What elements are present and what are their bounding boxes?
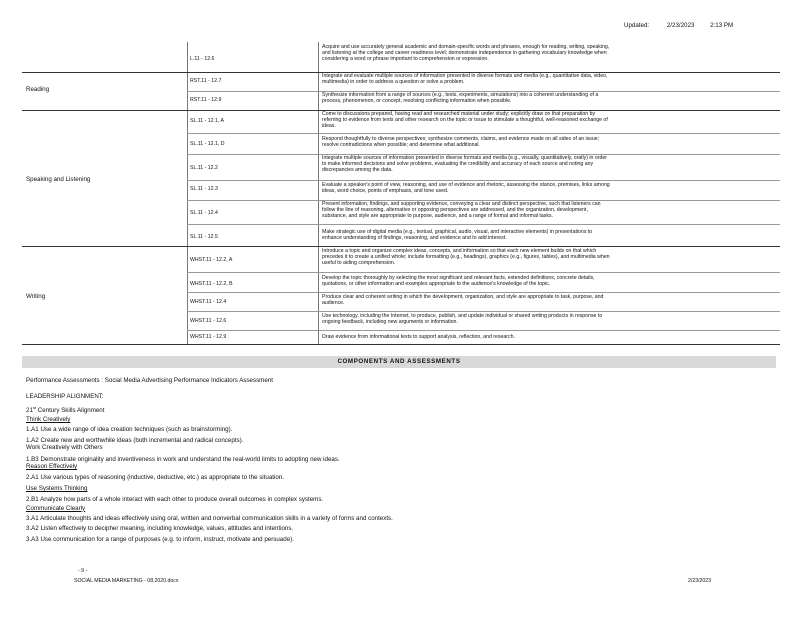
standard-code: SL.11 - 12.2 [190, 165, 218, 171]
skill-item: 1.A1 Use a wide range of idea creation techniques (such as brainstorming). [26, 426, 233, 434]
strand-speaking-listening: Speaking and Listening [26, 176, 91, 183]
skill-item: 2.A1 Use various types of reasoning (inductive, deductive, etc.) as appropriate to the situation. [26, 474, 284, 482]
standard-code: WHST.11 - 12.2, B [190, 281, 233, 287]
row-line [187, 180, 780, 181]
row-line [187, 330, 780, 331]
page-number: - 9 - [78, 568, 88, 574]
standard-text: Come to discussions prepared, having read and researched material under study; explicitly draw on that preparation by referring to evidence from texts and other research on the topic or issue to stimulate a thoughtful, well-reasoned exchange of ideas. [322, 111, 608, 130]
updated-label: Updated: [624, 22, 650, 29]
skill-item: 1.B3 Demonstrate originality and inventiveness in work and understand the real-world limits to adopting new ideas. [26, 455, 340, 463]
strand-writing: Writing [26, 293, 46, 300]
updated-stamp [624, 22, 733, 29]
standard-text: Present information, findings, and supporting evidence, conveying a clear and distinct perspective, such that listeners can follow the line of reasoning, alternative or opposing perspectives are addressed, and the organization, development, substance, and style are appropriate to purpose, audience, and a range of formal and informal tasks. [322, 201, 601, 220]
standard-code: SL.11 - 12.4 [190, 210, 218, 216]
standard-code: L.11 - 12.6 [190, 56, 215, 62]
standard-text: Introduce a topic and organize complex ideas, concepts, and information so that each new element builds on that which precedes it to create a unified whole; include formatting (e.g., headings), graphics (e.g., figures, tables), and multimedia when useful to aiding comprehension. [322, 248, 610, 267]
footer-date: 2/23/2023 [688, 578, 712, 584]
standard-code: WHST.11 - 12.6 [190, 318, 227, 324]
skill-item: 3.A1 Articulate thoughts and ideas effectively using oral, written and nonverbal communication skills in a variety of forms and contexts. [26, 515, 393, 523]
standard-text: Evaluate a speaker's point of view, reasoning, and use of evidence and rhetoric, assessing the stance, premises, links among ideas, word choice, points of emphasis, and tone used. [322, 182, 610, 195]
century-skills-heading: 21st Century Skills Alignment [26, 405, 105, 415]
standard-text: Respond thoughtfully to diverse perspectives; synthesize comments, claims, and evidence made on all sides of an issue; resolve contradictions when possible; and determine what additional [322, 136, 600, 149]
section-line-bottom [22, 344, 780, 345]
skill-item: 3.A3 Use communication for a range of purposes (e.g. to inform, instruct, motivate and persuade). [26, 535, 294, 543]
standard-text: Draw evidence from informational texts to support analysis, reflection, and research. [322, 334, 515, 340]
row-line [187, 311, 780, 312]
standard-text: Integrate and evaluate multiple sources of information presented in diverse formats and media (e.g., quantitative data, video, multimedia) in order to address a question or solve a problem. [322, 73, 608, 86]
standard-code: WHST.11 - 12.9 [190, 334, 227, 340]
leadership-alignment-heading: LEADERSHIP ALIGNMENT: [26, 393, 104, 400]
row-line [187, 272, 780, 273]
performance-assessments-line: Performance Assessments : Social Media Advertising Performance Indicators Assessment [26, 377, 273, 384]
updated-date: 2/23/2023 [666, 22, 695, 29]
standard-text: Acquire and use accurately general academic and domain-specific words and phrases, enough for reading, writing, speaking, and listening at the college and career readiness level; demonstrate independence in gathering vocabulary knowledge when considering a word or phrase important to comprehension or expression. [322, 44, 610, 63]
row-line [187, 224, 780, 225]
standard-code: SL.11 - 12.3 [190, 186, 218, 192]
skill-heading: Use Systems Thinking [26, 484, 88, 492]
standard-code: RST.11 - 12.9 [190, 97, 222, 103]
standard-code: SL.11 - 12.5 [190, 234, 218, 240]
standard-text: Integrate multiple sources of information presented in diverse formats and media (e.g., visually, quantitatively, orally) in order to make informed decisions and solve problems, evaluating the credibility and accuracy of each source and noting any discrepancies among the data. [322, 155, 607, 174]
skills-list [26, 416, 393, 543]
updated-time: 2:13 PM [710, 22, 734, 29]
standard-code: RST.11 - 12.7 [190, 78, 222, 84]
skill-item: 2.B1 Analyze how parts of a whole interact with each other to produce overall outcomes in complex systems. [26, 496, 324, 504]
standard-code: WHST.11 - 12.2, A [190, 257, 233, 263]
standard-text: Synthesize information from a range of sources (e.g., texts, experiments, simulations) into a coherent understanding of a process, phenomenon, or concept, resolving conflicting information when possible. [322, 92, 599, 105]
table-divider-left [187, 42, 188, 344]
skill-item: 3.A2 Listen effectively to decipher meaning, including knowledge, values, attitudes and intentions. [26, 525, 294, 533]
standard-code: SL.11 - 12.1, A [190, 118, 224, 124]
skill-heading: Reason Effectively [26, 463, 78, 471]
skill-heading: Work Creatively with Others [26, 444, 103, 452]
footer-doc-name: SOCIAL MEDIA MARKETING - 08.2020.docx [74, 578, 179, 584]
skill-item: 1.A2 Create new and worthwhile ideas (both incremental and radical concepts). [26, 436, 244, 444]
standard-code: SL.11 - 12.1, D [190, 141, 225, 147]
standard-text: Use technology, including the Internet, to produce, publish, and update individual or shared writing products in response to ongoing feedback, including new arguments or information. [322, 313, 603, 326]
skill-heading: Think Creatively [26, 416, 71, 423]
standard-text: Produce clear and coherent writing in which the development, organization, and style are appropriate to task, purpose, and audience. [322, 294, 604, 307]
skill-heading: Communicate Clearly [26, 504, 86, 512]
table-divider-mid [318, 42, 319, 344]
row-line [187, 292, 780, 293]
strand-reading: Reading [26, 86, 50, 93]
standard-text: Make strategic use of digital media (e.g., textual, graphical, audio, visual, and interactive elements) in presentations to enhance understanding of findings, reasoning, and evidence and to add interest. [322, 229, 593, 242]
section-line-writing-top [22, 246, 780, 247]
components-title: COMPONENTS AND ASSESSMENTS [337, 358, 461, 365]
standard-text: Develop the topic thoroughly by selecting the most significant and relevant facts, extended definitions, concrete details, quotations, or other information and examples appropriate to the audience's knowledge of the topic. [322, 275, 595, 288]
row-line [187, 133, 780, 134]
standard-code: WHST.11 - 12.4 [190, 299, 227, 305]
